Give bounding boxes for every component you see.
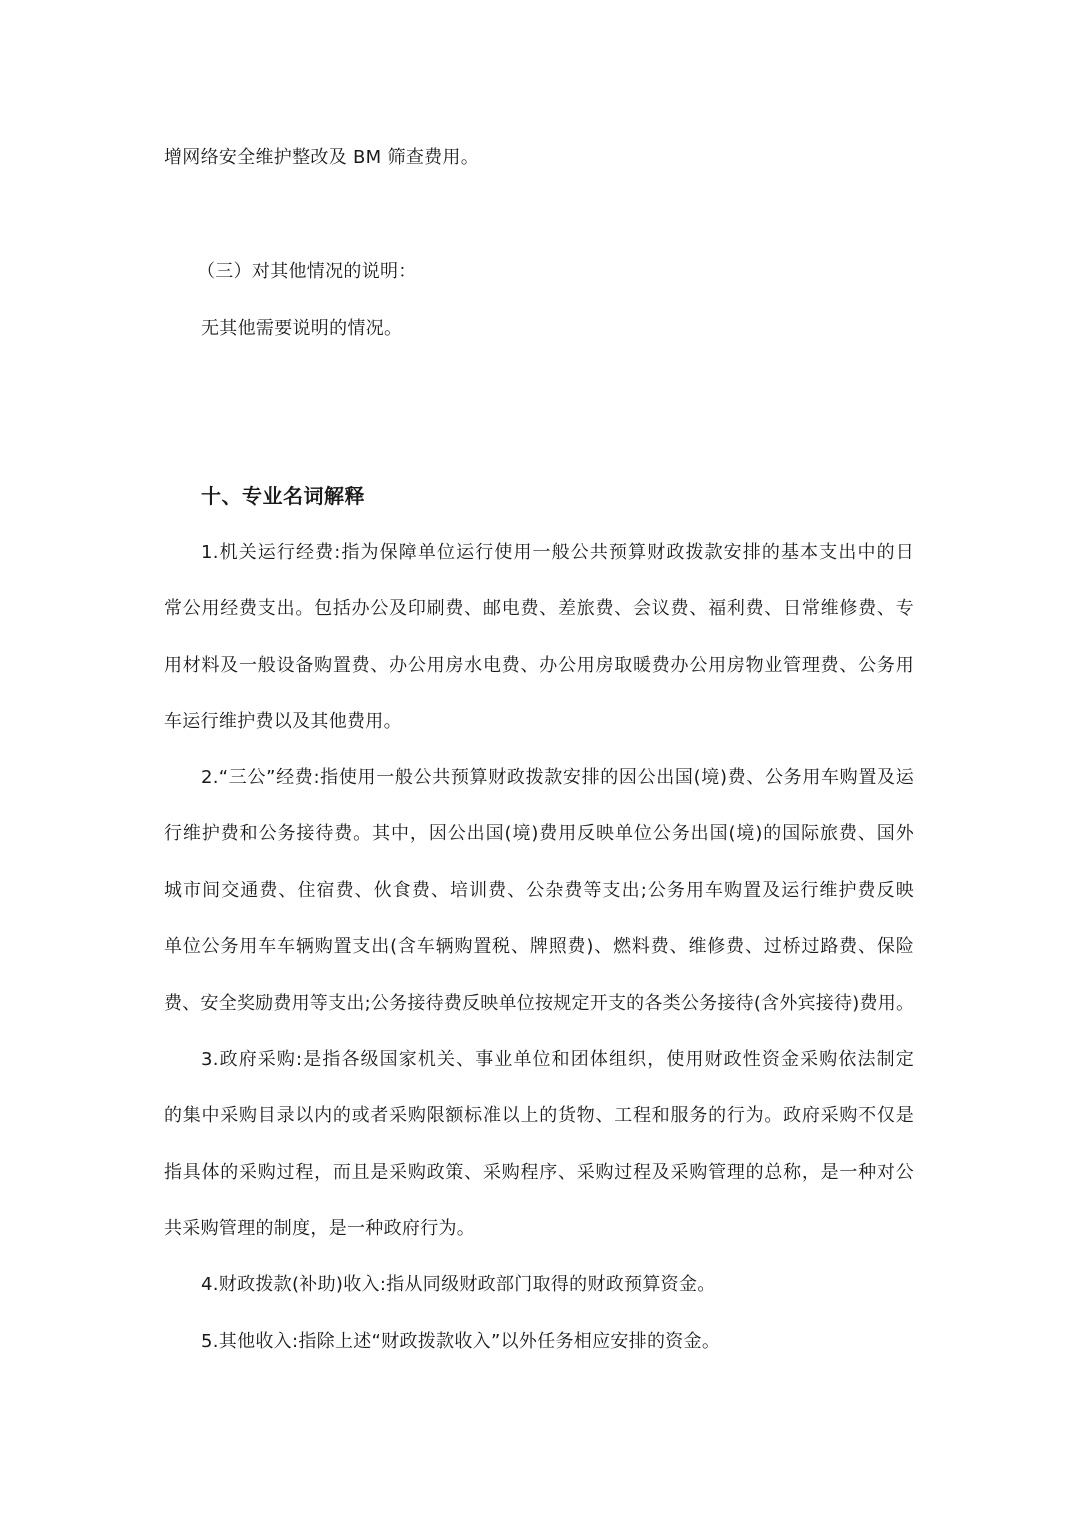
paragraph-line: 3.政府采购:是指各级国家机关、事业单位和团体组织，使用财政性资金采购依法制定: [201, 1049, 914, 1070]
paragraph-line: 行维护费和公务接待费。其中，因公出国(境)费用反映单位公务出国(境)的国际旅费、国外: [164, 823, 914, 844]
paragraph-line: 4.财政拨款(补助)收入:指从同级财政部门取得的财政预算资金。: [201, 1274, 716, 1295]
section-three-body: 无其他需要说明的情况。: [201, 318, 403, 339]
paragraph-line: 用材料及一般设备购置费、办公用房水电费、办公用房取暖费办公用房物业管理费、公务用: [164, 655, 914, 676]
paragraph-line: 城市间交通费、住宿费、伙食费、培训费、公杂费等支出;公务用车购置及运行维护费反映: [164, 880, 914, 901]
paragraph-line: 单位公务用车车辆购置支出(含车辆购置税、牌照费)、燃料费、维修费、过桥过路费、保险: [164, 936, 914, 957]
paragraph-line: 1.机关运行经费:指为保障单位运行使用一般公共预算财政拨款安排的基本支出中的日: [201, 542, 914, 563]
section-ten-heading: 十、专业名词解释: [201, 484, 365, 508]
paragraph-line: 5.其他收入:指除上述“财政拨款收入”以外任务相应安排的资金。: [201, 1331, 721, 1352]
paragraph-line: 常公用经费支出。包括办公及印刷费、邮电费、差旅费、会议费、福利费、日常维修费、专: [164, 598, 914, 619]
continuation-text: 增网络安全维护整改及 BM 筛查费用。: [164, 147, 480, 168]
paragraph-line: 车运行维护费以及其他费用。: [164, 711, 402, 732]
paragraph-line: 共采购管理的制度，是一种政府行为。: [164, 1218, 476, 1239]
paragraph-line: 费、安全奖励费用等支出;公务接待费反映单位按规定开支的各类公务接待(含外宾接待)费用。: [164, 993, 914, 1014]
paragraph-line: 指具体的采购过程，而且是采购政策、采购程序、采购过程及采购管理的总称，是一种对公: [164, 1162, 914, 1183]
paragraph-line: 的集中采购目录以内的或者采购限额标准以上的货物、工程和服务的行为。政府采购不仅是: [164, 1105, 914, 1126]
section-three-heading: （三）对其他情况的说明：: [197, 261, 417, 282]
paragraph-line: 2.“三公”经费:指使用一般公共预算财政拨款安排的因公出国(境)费、公务用车购置及运: [201, 767, 914, 788]
